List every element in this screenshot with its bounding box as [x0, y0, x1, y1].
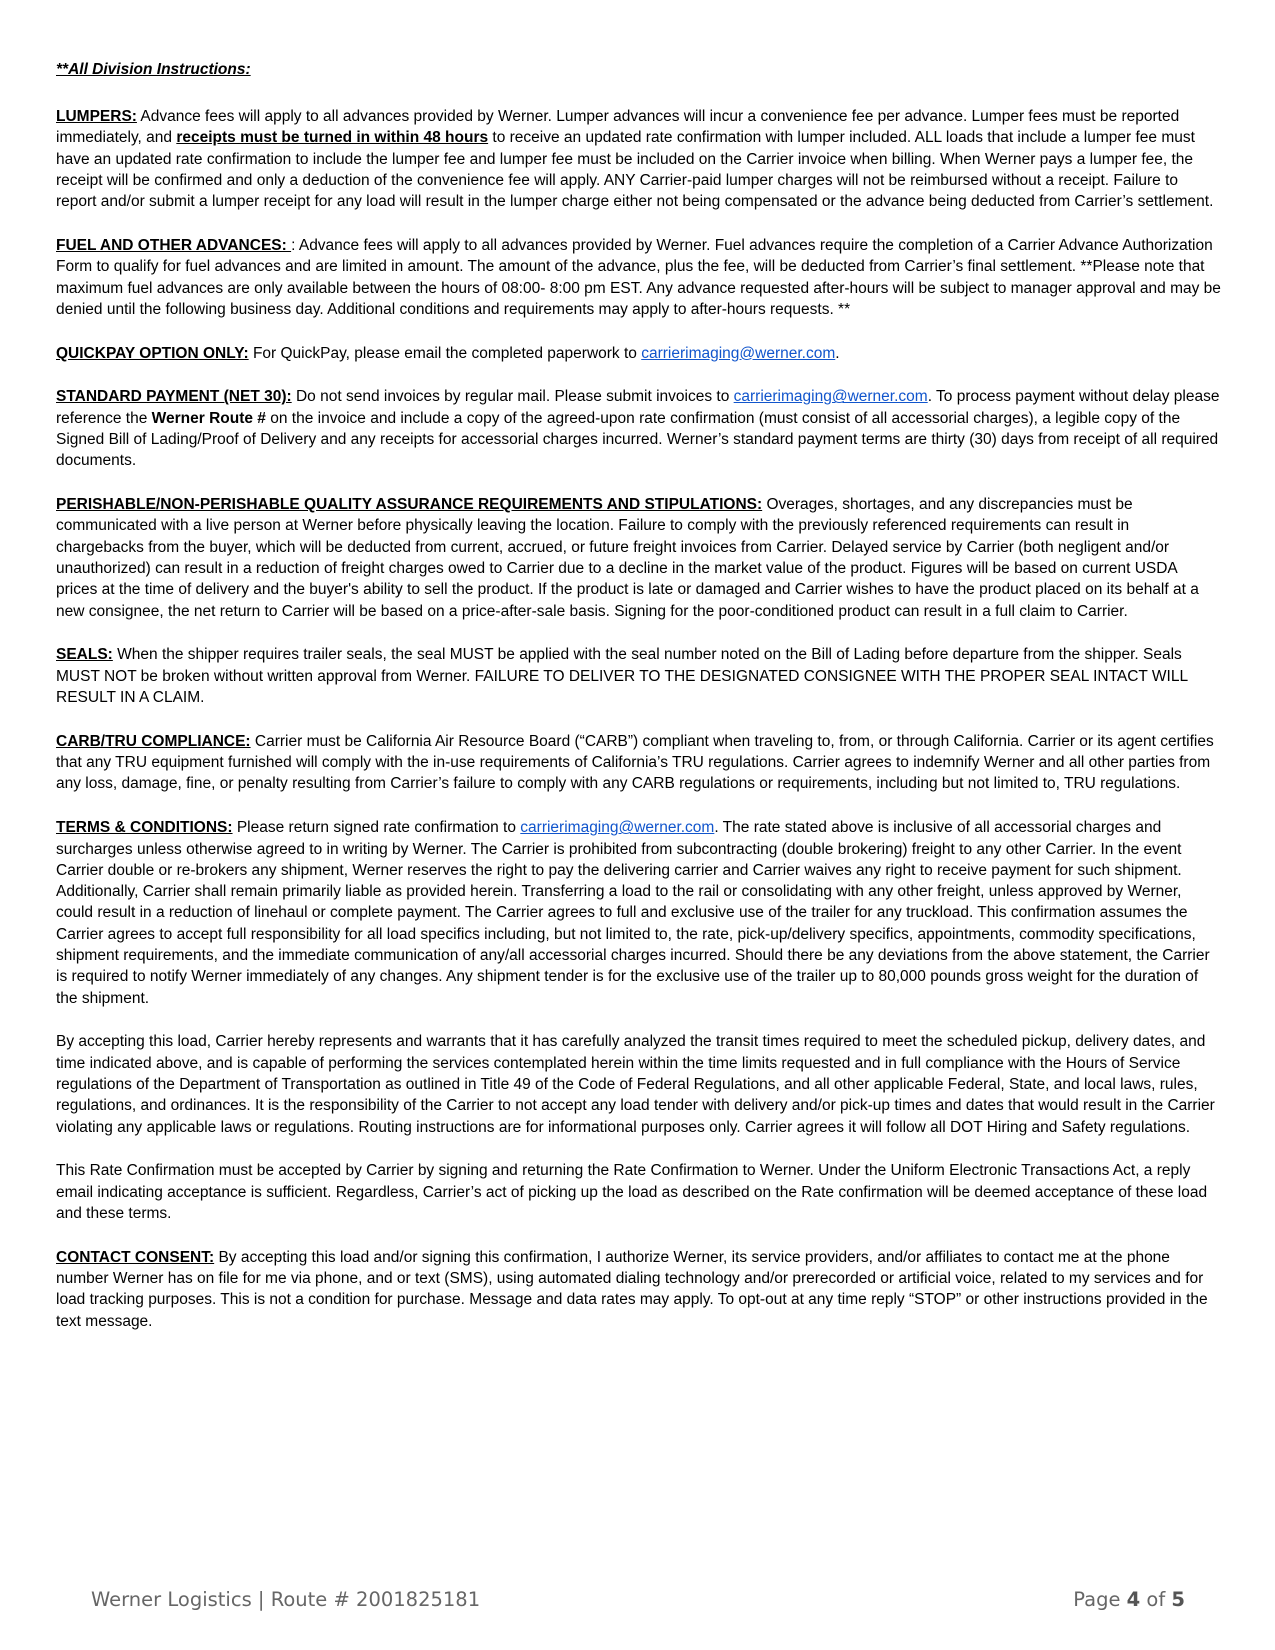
total-page-count: 5 — [1171, 1588, 1185, 1611]
standard-payment-text-3: on the invoice and include a copy of the agreed-upon rate confirmation (must consist of all accessorial charges), a legible copy of the Signed Bill of Lading/Proof of Delivery and any receipts for accessorial charges incurred. Werner’s standard payment terms are thirty (30) days from receipt of all required documents. — [56, 409, 1219, 470]
quickpay-text-2: . — [835, 344, 840, 362]
contact-consent-paragraph — [56, 1247, 1221, 1332]
section-heading: **All Division Instructions: — [56, 61, 251, 78]
terms-text-2: . The rate stated above is inclusive of all accessorial charges and surcharges unless otherwise agreed to in writing by Werner. The Carrier is prohibited from subcontracting (double brokering) freight to any other Carrier. In the event Carrier double or re-brokers any shipment, Werner reserves the right to pay the delivering carrier and Carrier waives any right to receive payment for such shipment. Additionally, Carrier shall remain primarily liable as provided herein. Transferring a load to the rail or consolidating with any other freight, unless approved by Werner, could result in a reduction of linehaul or complete payment. The Carrier agrees to full and exclusive use of the trailer for any truckload. This confirmation assumes the Carrier agrees to accept full responsibility for all load specifics including, but not limited to, the rate, pick-up/delivery specifics, appointments, commodity specifications, shipment requirements, and the immediate communication of any/all accessorial charges incurred. Should there be any deviations from the above statement, the Carrier is required to notify Werner immediately of any changes. Any shipment tender is for the exclusive use of the trailer up to 80,000 pounds gross weight for the duration of the shipment. — [56, 819, 1210, 1007]
lumpers-receipts-emphasis: receipts must be turned in within 48 hours — [176, 129, 489, 147]
standard-payment-paragraph — [56, 386, 1221, 471]
seals-label: SEALS: — [56, 646, 113, 664]
fuel-advances-text: : Advance fees will apply to all advances provided by Werner. Fuel advances require the completion of a Carrier Advance Authorization Form to qualify for fuel advances and are limited in amount. The amount of the advance, plus the fee, will be deducted from Carrier’s final settlement. **Please note that maximum fuel advances are only available between the hours of 08:00- 8:00 pm EST. Any advance requested after-hours will be subject to manager approval and may be denied until the following business day. Additional conditions and requirements may apply to after-hours requests. ** — [56, 236, 1221, 318]
carb-paragraph — [56, 731, 1221, 795]
perishable-text: Overages, shortages, and any discrepancies must be communicated with a live person at Werner before physically leaving the location. Failure to comply with the previously referenced requirements can result in chargebacks from the buyer, which will be deducted from current, accrued, or future freight invoices from Carrier. Delayed service by Carrier (both negligent and/or unauthorized) can result in a reduction of freight charges owed to Carrier due to a decline in the market value of the product. Figures will be based on current USDA prices at the time of delivery and the buyer's ability to sell the product. If the product is late or damaged and Carrier wishes to have the product placed on its behalf at a new consignee, the net return to Carrier will be based on a price-after-sale basis. Signing for the poor-conditioned product can result in a full claim to Carrier. — [56, 496, 1199, 620]
contact-consent-text: By accepting this load and/or signing this confirmation, I authorize Werner, its service providers, and/or affiliates to contact me at the phone number Werner has on file for me via phone, and or text (SMS), using automated dialing technology and/or prerecorded or artificial voice, related to my services and for load tracking purposes. This is not a condition for purchase. Message and data rates may apply. To opt-out at any time reply “STOP” or other instructions provided in the text message. — [56, 1248, 1208, 1330]
standard-payment-email-link[interactable]: carrierimaging@werner.com — [733, 388, 928, 406]
document-body — [56, 60, 1221, 1354]
rate-confirmation-paragraph: This Rate Confirmation must be accepted by Carrier by signing and returning the Rate Confirmation to Werner. Under the Uniform Electronic Transactions Act, a reply email indicating acceptance is sufficient. Regardless, Carrier’s act of picking up the load as described on the Rate confirmation will be deemed acceptance of these load and these terms. — [56, 1162, 1208, 1222]
seals-paragraph — [56, 644, 1221, 708]
fuel-advances-paragraph — [56, 235, 1221, 320]
carb-text: Carrier must be California Air Resource Board (“CARB”) compliant when traveling to, from, or through California. Carrier or its agent certifies that any TRU equipment furnished will comply with the in-use requirements of California’s TRU regulations. Carrier agrees to indemnify Werner and all other parties from any loss, damage, fine, or penalty resulting from Carrier’s failure to comply with any CARB regulations or requirements, including but not limited to, TRU regulations. — [56, 732, 1214, 793]
quickpay-label: QUICKPAY OPTION ONLY: — [56, 344, 249, 362]
terms-label: TERMS & CONDITIONS: — [56, 819, 233, 837]
of-word: of — [1140, 1588, 1172, 1611]
standard-payment-text-2: . To process payment without delay please reference the — [56, 388, 1220, 427]
current-page-number: 4 — [1126, 1588, 1141, 1611]
quickpay-text-1: For QuickPay, please email the completed paperwork to — [248, 344, 642, 362]
footer-route-info: Werner Logistics | Route # 2001825181 — [91, 1588, 481, 1611]
fuel-advances-label: FUEL AND OTHER ADVANCES: — [56, 236, 292, 254]
page-footer — [91, 1588, 1185, 1616]
lumpers-text-2: to receive an updated rate confirmation with lumper included. ALL loads that include a lumper fee must have an updated rate confirmation to include the lumper fee and lumper fee must be included on the Carrier invoice when billing. When Werner pays a lumper fee, the receipt will be confirmed and only a deduction of the convenience fee will apply. ANY Carrier-paid lumper charges will not be reimbursed without a receipt. Failure to report and/or submit a lumper receipt for any load will result in the lumper charge either not being compensated or the advance being deducted from Carrier’s settlement. — [56, 129, 1214, 211]
page-word: Page — [1073, 1588, 1127, 1611]
lumpers-text-1: Advance fees will apply to all advances provided by Werner. Lumper advances will incur a convenience fee per advance. Lumper fees must be reported immediately, and — [56, 108, 1180, 147]
terms-paragraph — [56, 817, 1221, 1009]
terms-email-link[interactable]: carrierimaging@werner.com — [520, 819, 715, 837]
page-number — [1073, 1588, 1185, 1611]
perishable-label: PERISHABLE/NON-PERISHABLE QUALITY ASSURANCE REQUIREMENTS AND STIPULATIONS: — [56, 496, 763, 514]
lumpers-paragraph — [56, 106, 1221, 212]
standard-payment-label: STANDARD PAYMENT (NET 30): — [56, 388, 292, 406]
perishable-paragraph — [56, 494, 1221, 622]
standard-payment-text-1: Do not send invoices by regular mail. Please submit invoices to — [291, 388, 734, 406]
quickpay-email-link[interactable]: carrierimaging@werner.com — [641, 344, 836, 362]
werner-route-emphasis: Werner Route # — [151, 409, 266, 427]
seals-text: When the shipper requires trailer seals, the seal MUST be applied with the seal number noted on the Bill of Lading before departure from the shipper. Seals MUST NOT be broken without written approval from Werner. FAILURE TO DELIVER TO THE DESIGNATED CONSIGNEE WITH THE PROPER SEAL INTACT WILL RESULT IN A CLAIM. — [56, 646, 1188, 707]
terms-text-1: Please return signed rate confirmation to — [232, 819, 521, 837]
carb-label: CARB/TRU COMPLIANCE: — [56, 732, 251, 750]
quickpay-paragraph — [56, 343, 1221, 364]
contact-consent-label: CONTACT CONSENT: — [56, 1248, 215, 1266]
lumpers-label: LUMPERS: — [56, 108, 137, 125]
accepting-paragraph: By accepting this load, Carrier hereby represents and warrants that it has carefully analyzed the transit times required to meet the scheduled pickup, delivery dates, and time indicated above, and is capable of performing the services contemplated herein within the time limits requested and in full compliance with the Hours of Service regulations of the Department of Transportation as outlined in Title 49 of the Code of Federal Regulations, and all other applicable Federal, State, and local laws, rules, regulations, and ordinances. It is the responsibility of the Carrier to not accept any load tender with delivery and/or pick-up times and dates that would result in the Carrier violating any applicable laws or regulations. Routing instructions are for informational purposes only. Carrier agrees it will follow all DOT Hiring and Safety regulations. — [56, 1033, 1215, 1136]
